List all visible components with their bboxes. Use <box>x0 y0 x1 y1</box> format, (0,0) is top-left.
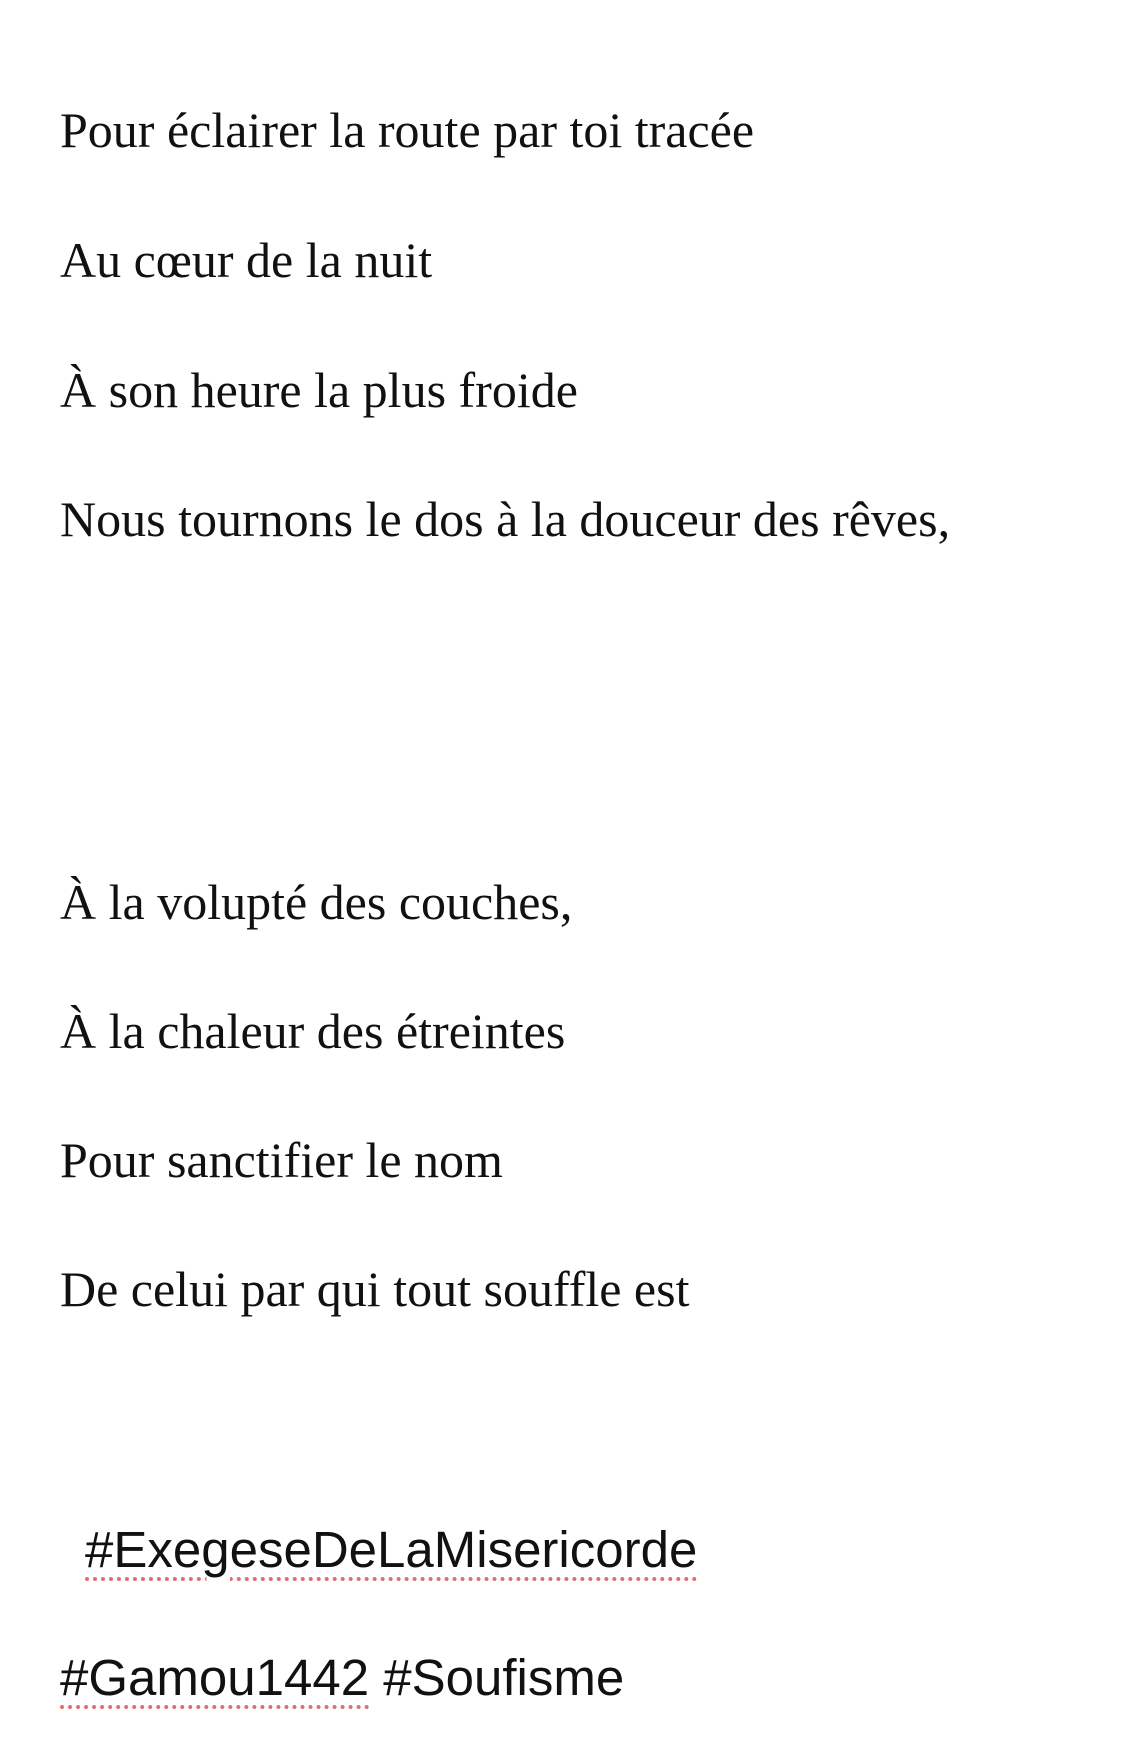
hashtag-line-1 <box>85 1520 697 1580</box>
poem-line: À la volupté des couches, <box>60 874 573 930</box>
hashtag-gamou[interactable]: #Gamou1442 <box>60 1649 370 1706</box>
poem-line: À son heure la plus froide <box>60 362 578 418</box>
poem-line: Nous tournons le dos à la douceur des rêves, <box>60 491 951 547</box>
poem-line: Pour éclairer la route par toi tracée <box>60 102 755 158</box>
poem-line: À la chaleur des étreintes <box>60 1003 566 1059</box>
hashtag-exegese[interactable]: #ExegeseDeLaMisericorde <box>85 1521 698 1578</box>
poem-line: Au cœur de la nuit <box>60 232 433 288</box>
hashtag-line-2 <box>60 1648 624 1708</box>
hashtag-soufisme[interactable]: #Soufisme <box>383 1649 625 1706</box>
poem-line: Pour sanctifier le nom <box>60 1132 503 1188</box>
poem-line: De celui par qui tout souffle est <box>60 1261 690 1317</box>
